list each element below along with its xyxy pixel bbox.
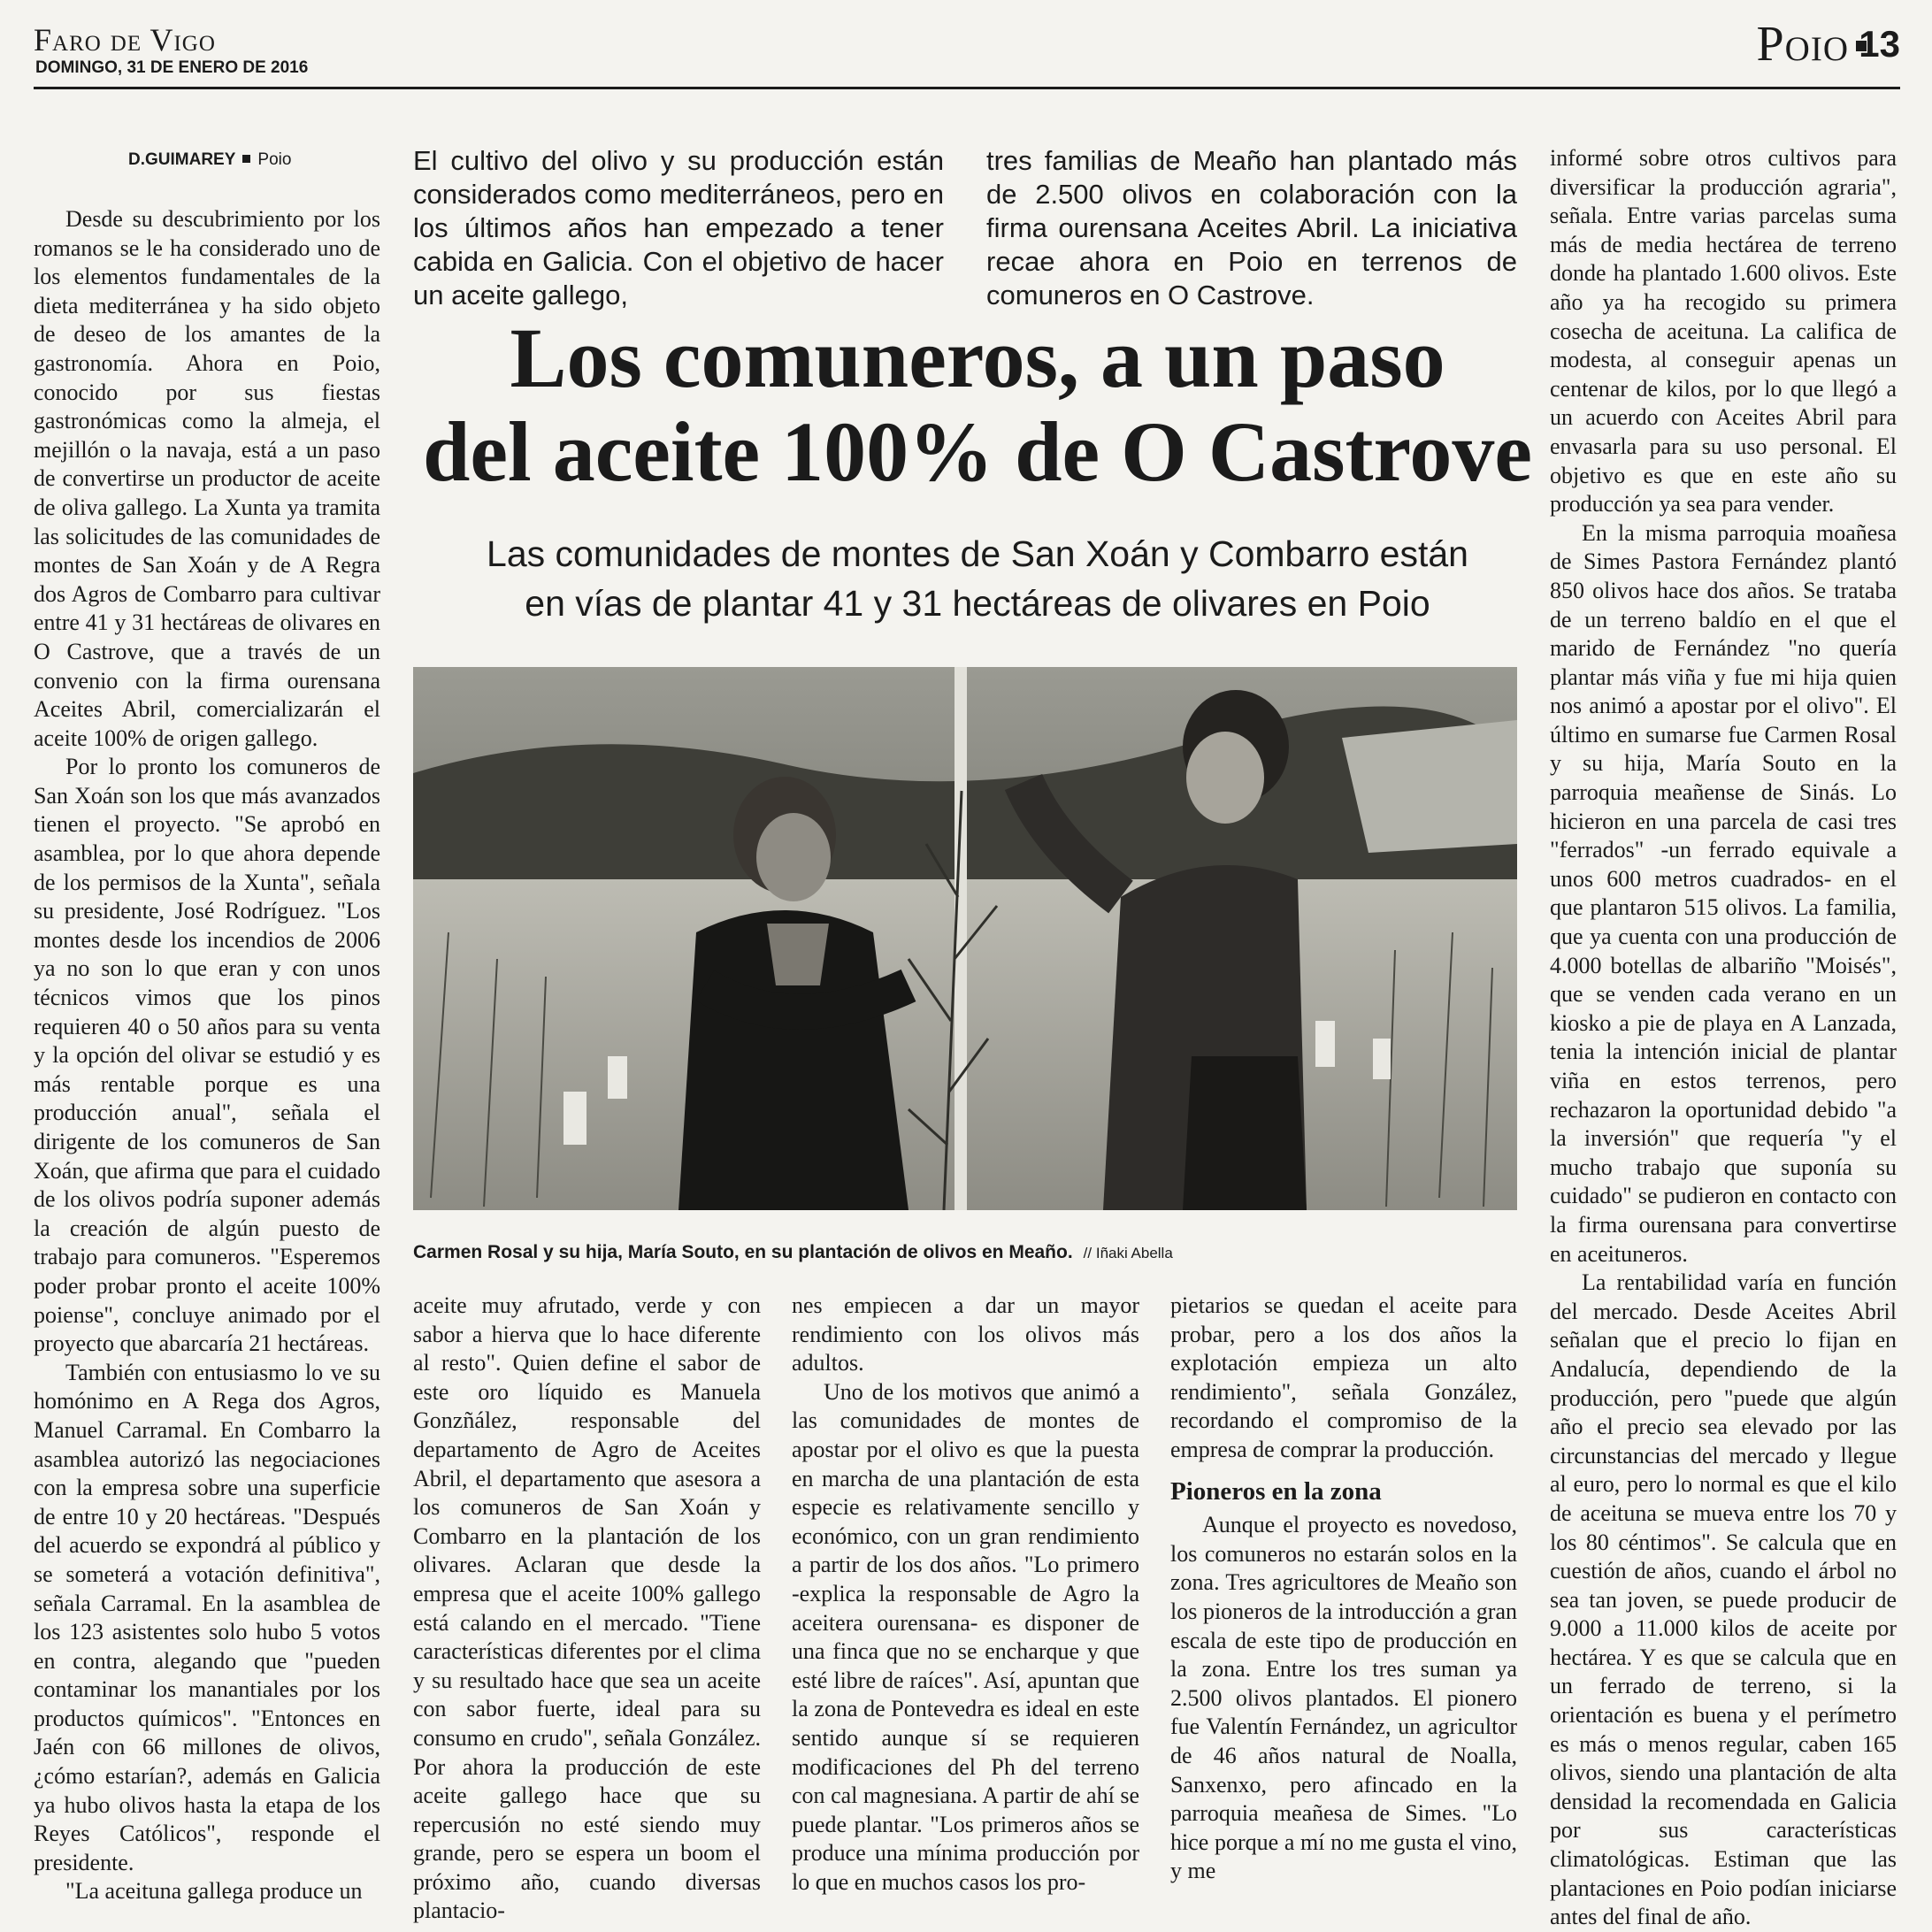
paragraph: Por lo pronto los comuneros de San Xoán son los que más avanzados tienen el proyecto. "Se aprobó en asamblea, por lo que ahora depende de los permisos de la Xunta", señala su presidente, José Rodríguez. "Los montes desde los incendios de 2006 ya no son lo que eran y con unos técnicos vimos que los pinos requieren 40 o 50 años para su venta y la opción del olivar se estudió y es más rentable porque es una producción anual", señala el dirigente de los comuneros de San Xoán, que afirma que para el cuidado de los olivos podría suponer además la creación de algún puesto de trabajo para comuneros. "Esperemos poder probar pronto el aceite 100% poiense", concluye animado por el proyecto que abarcaría 21 hectáreas. [34,754,380,1357]
lead-part-1: El cultivo del olivo y su producción están considerados como mediterráneos, pero en los últimos años han empezado a tener cabida en Galicia. Con el objetivo de hacer un aceite gallego, [413,145,944,310]
paragraph: También con entusiasmo lo ve su homónimo en A Rega dos Agros, Manuel Carramal. En Combarro la asamblea autorizó las negociaciones con la empresa sobre una superficie de entre 10 y 20 hectáreas. "Después del acuerdo se expondrá al público y se someterá a votación definitiva", señala Carramal. En la asamblea de los 123 asistentes solo hubo 5 votos en contra, alegando que "pueden contaminar los manantiales por los productos químicos". "Entonces en Jaén con 66 millones de olivos, ¿cómo estarían?, además en Galicia ya hubo olivos hasta la etapa de los Reyes Católicos", responde el presidente. [34,1359,380,1875]
paragraph: nes empiecen a dar un mayor rendimiento con los olivos más adultos. [792,1292,1139,1376]
olive-plantation-photo [413,667,1517,1210]
paragraph: aceite muy afrutado, verde y con sabor a hierva que lo hace diferente al resto". Quien define el sabor de este oro líquido es Manuela Gonzñález, responsable del departamento de Agro de Aceites Abril, el departamento que asesora a los comuneros de San Xoán y Combarro en la plantación de los olivares. Aclaran que desde la empresa que el aceite 100% gallego está calando en el mercado. "Tiene características diferentes por el clima y su resultado hace que sea un aceite con sabor fuerte, ideal para su consumo en crudo", señala González. Por ahora la producción de este aceite gallego hace que su repercusión no esté siendo muy grande, pero se espera un boom el próximo año, cuando diversas plantacio- [413,1292,761,1924]
headline [389,311,1566,499]
paragraph: Aunque el proyecto es novedoso, los comuneros no estarán solos en la zona. Tres agricultores de Meaño son los pioneros de la introducción a gran escala de este tipo de producción en la zona. Entre los tres suman ya 2.500 olivos plantados. El pionero fue Valentín Fernández, un agricultor de 46 años natural de Noalla, Sanxenxo, pero afincado en la parroquia meañesa de Simes. "Lo hice porque a mí no me gusta el vino, y me [1170,1512,1517,1884]
paragraph: informé sobre otros cultivos para diversificar la producción agraria", señala. Entre varias parcelas suma más de media hectárea de terreno donde ha plantado 1.600 olivos. Este año ya ha recogido su primera cosecha de aceituna. La califica de modesta, al conseguir apenas un centenar de kilos, por lo que llegó a un acuerdo con Aceites Abril para envasarla para su uso personal. El objetivo es que en este año su producción ya sea para vender. [1550,145,1897,518]
headline-line-1: Los comuneros, a un paso [510,310,1445,405]
paragraph: "La aceituna gallega produce un [65,1878,363,1905]
headline-line-2: del aceite 100% de O Castrove [423,404,1532,499]
newspaper-name: Faro de Vigo [34,22,216,58]
article-column-3 [792,1292,1139,1897]
issue-date: DOMINGO, 31 DE ENERO DE 2016 [35,58,309,77]
paragraph: Desde su descubrimiento por los romanos se le ha considerado uno de los elementos fundamentales de la dieta mediterránea y ha sido objeto de deseo de los amantes de la gastronomía. Ahora en Poio, conocido por sus fiestas gastronómicas como la almeja, el mejillón o la navaja, está a un paso de convertirse un productor de aceite de oliva gallego. La Xunta ya tramita las solicitudes de las comunidades de montes de San Xoán y de A Regra dos Agros de Combarro para cultivar entre 41 y 31 hectáreas de olivares en O Castrove, que a través de un convenio con la firma ourensana Aceites Abril, comercializarán el aceite 100% de origen gallego. [34,206,380,751]
section-name: Poio [1756,17,1849,72]
subheadline-line-2: en vías de plantar 41 y 31 hectáreas de olivares en Poio [525,583,1430,624]
article-column-1 [34,205,380,1906]
article-column-5 [1550,144,1897,1932]
article-column-4 [1170,1292,1517,1886]
square-bullet-icon [242,155,250,163]
section-subtitle: Pioneros en la zona [1170,1476,1382,1506]
paragraph: La rentabilidad varía en función del mercado. Desde Aceites Abril señalan que el precio lo fijan en Andalucía, dependiendo de la producción, pero "puede que algún año el precio sea elevado por las circunstancias del mercado y llegue al euro, pero lo normal es que el kilo de aceituna se mueva entre los 70 y los 80 céntimos". Se calcula que en cuestión de años, cuando el árbol no sea tan joven, se puede producir de 9.000 a 11.000 kilos de aceite por hectárea. Y es que se calcula que en un ferrado de terreno, si la orientación es buena y el perímetro es más o menos regular, caben 165 olivos, siendo una plantación de alta densidad la recomendada en Galicia por sus características climatológicas. Estiman que las plantaciones en Poio podían iniciarse antes del final de año. [1550,1269,1897,1930]
article-photo [413,667,1517,1210]
subheadline [389,529,1566,628]
paragraph: En la misma parroquia moañesa de Simes Pastora Fernández plantó 850 olivos hace dos años. Se trataba de un terreno baldío en el que el marido de Fernández "no quería plantar más viña y fue mi hija quien nos animó a apostar por el olivo". El último en sumarse fue Carmen Rosal y su hija, María Souto en la parroquia meañense de Sinás. Lo hicieron en una parcela de casi tres "ferrados" -un ferrado equivale a unos 600 metros cuadrados- en el que plantaron 515 olivos. La familia, que ya cuenta con una producción de 4.000 botellas de albariño "Moisés", que se venden cada verano en un kiosko a pie de playa en A Lanzada, tenia la intención inicial de plantar viña en estos terrenos, pero rechazaron la oportunidad debido "a la inversión" que requería "y el mucho trabajo que suponía su cuidado" se pudieron en contacto con la firma ourensana para convertirse en aceituneros. [1550,519,1897,1267]
masthead [34,17,1900,89]
paragraph: Uno de los motivos que animó a las comunidades de montes de apostar por el olivo es que la puesta en marcha de una plantación de esta especie es relativamente sencillo y económico, con un gran rendimiento a partir de los dos años. "Lo primero -explica la responsable de Agro la aceitera ourensana- es disponer de una finca que no se encharque y que esté libre de raíces". Así, apuntan que la zona de Pontevedra es ideal en este sentido aunque sí se requieren modificaciones del Ph del terreno con cal magnesiana. A partir de ahí se puede plantar. "Los primeros años se produce una mínima producción por lo que en muchos casos los pro- [792,1378,1139,1895]
byline-place: Poio [257,150,292,169]
byline-author: D.GUIMAREY [128,150,236,169]
byline [128,150,291,170]
photo-credit: // Iñaki Abella [1083,1245,1173,1261]
article-column-2 [413,1292,761,1926]
page-number: 13 [1859,23,1900,65]
caption-text: Carmen Rosal y su hija, María Souto, en su plantación de olivos en Meaño. [413,1242,1073,1262]
subheadline-line-1: Las comunidades de montes de San Xoán y Combarro están [487,533,1468,574]
paragraph: pietarios se quedan el aceite para probar, pero a los dos años la explotación empieza un alto rendimiento", señala González, recordando el compromiso de la empresa de comprar la producción. [1170,1292,1517,1462]
lead-part-2: tres familias de Meaño han plantado más de 2.500 olivos en colaboración con la firma ourensana Aceites Abril. La iniciativa recae ahora en Poio en terrenos de comuneros en O Castrove. [986,145,1517,310]
photo-caption [413,1242,1173,1263]
